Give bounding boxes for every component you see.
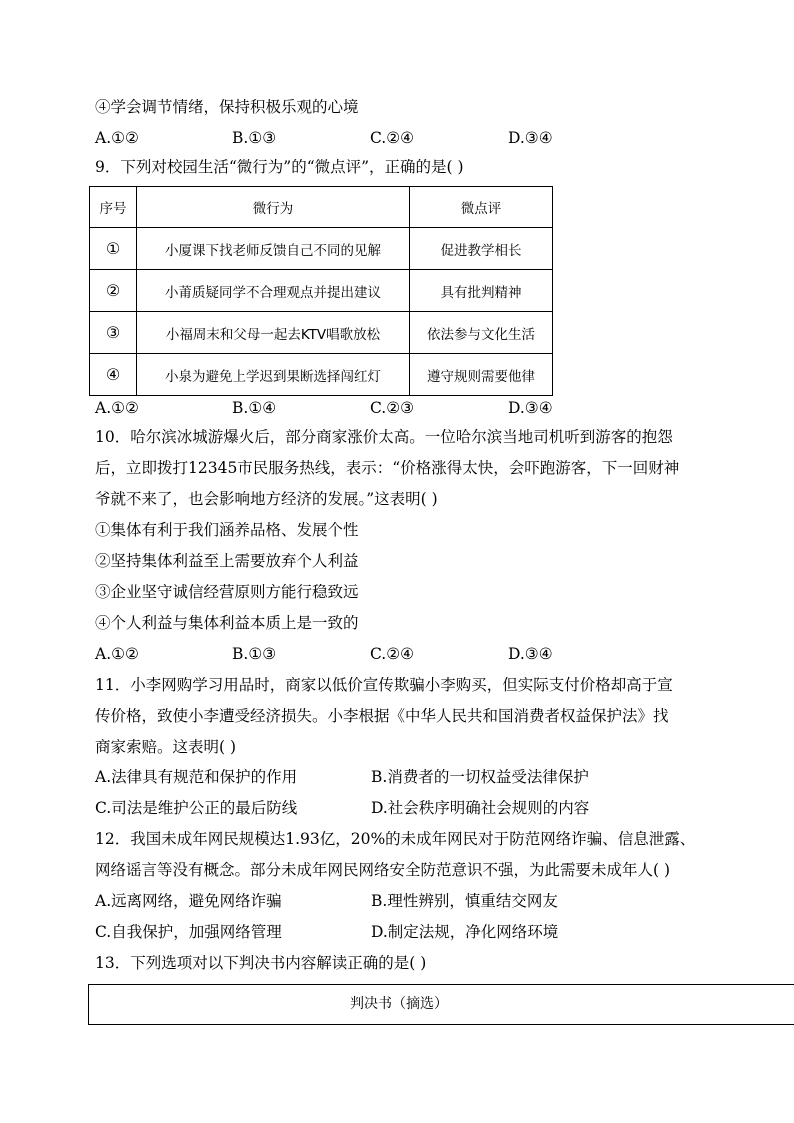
row-num: ③	[90, 312, 137, 354]
row-comment: 依法参与文化生活	[410, 312, 553, 354]
option-c: C.自我保护，加强网络管理	[95, 923, 282, 941]
options-row-q9	[95, 398, 755, 418]
option-b: B.消费者的一切权益受法律保护	[371, 768, 589, 786]
option-b: B.理性辨别，慎重结交网友	[371, 892, 558, 910]
q10-stem-line-1: 10．哈尔滨冰城游爆火后，部分商家涨价太高。一位哈尔滨当地司机听到游客的抱怨	[95, 428, 673, 446]
option-a: A.①②	[95, 645, 139, 663]
option-d: D.制定法规，净化网络环境	[371, 923, 559, 941]
option-a: A.远离网络，避免网络诈骗	[95, 892, 282, 910]
row-behavior: 小泉为避免上学迟到果断选择闯红灯	[137, 354, 410, 396]
row-num: ①	[90, 228, 137, 270]
q11-stem-line-3: 商家索赔。这表明( )	[95, 738, 237, 756]
option-c: C.②④	[370, 645, 415, 663]
options-row-q10	[95, 644, 755, 664]
options-row-q12-cd	[95, 922, 755, 942]
table-row	[90, 312, 553, 354]
option-b: B.①④	[232, 399, 277, 417]
q10-statement-4: ④个人利益与集体利益本质上是一致的	[95, 614, 359, 632]
row-num: ②	[90, 270, 137, 312]
q12-stem-line-1: 12．我国未成年网民规模达1.93亿，20%的未成年网民对于防范网络诈骗、信息泄露、	[95, 830, 696, 848]
option-b: B.①③	[232, 129, 277, 147]
micro-behavior-table	[89, 186, 553, 396]
q11-stem-line-2: 传价格，致使小李遭受经济损失。小李根据《中华人民共和国消费者权益保护法》找	[95, 707, 669, 725]
statement-4: ④学会调节情绪，保持积极乐观的心境	[95, 98, 359, 116]
table-row	[90, 270, 553, 312]
table-row	[90, 228, 553, 270]
q11-stem-line-1: 11．小李网购学习用品时，商家以低价宣传欺骗小李购买，但实际支付价格却高于宣	[95, 676, 673, 694]
table-row	[90, 354, 553, 396]
header-comment: 微点评	[410, 187, 553, 228]
row-behavior: 小莆质疑同学不合理观点并提出建议	[137, 270, 410, 312]
q12-stem-line-2: 网络谣言等没有概念。部分未成年网民网络安全防范意识不强，为此需要未成年人( )	[95, 861, 671, 879]
option-a: A.法律具有规范和保护的作用	[95, 768, 298, 786]
q10-stem-line-3: 爷就不来了，也会影响地方经济的发展。”这表明( )	[95, 490, 438, 508]
options-row-q12-ab	[95, 891, 755, 911]
option-c: C.②④	[370, 129, 415, 147]
q9-stem: 9．下列对校园生活“微行为”的“微点评”，正确的是( )	[95, 158, 464, 176]
row-num: ④	[90, 354, 137, 396]
option-d: D.③④	[508, 129, 553, 147]
q10-statement-2: ②坚持集体利益至上需要放弃个人利益	[95, 552, 359, 570]
option-c: C.②③	[370, 399, 415, 417]
options-row-q11-ab	[95, 767, 755, 787]
header-seq: 序号	[90, 187, 137, 228]
q10-statement-3: ③企业坚守诚信经营原则方能行稳致远	[95, 583, 359, 601]
options-row-q8	[95, 128, 755, 148]
row-comment: 促进教学相长	[410, 228, 553, 270]
option-c: C.司法是维护公正的最后防线	[95, 799, 298, 817]
q13-stem: 13．下列选项对以下判决书内容解读正确的是( )	[95, 954, 427, 972]
row-behavior: 小厦课下找老师反馈自己不同的见解	[137, 228, 410, 270]
option-b: B.①③	[232, 645, 277, 663]
option-a: A.①②	[95, 399, 139, 417]
q10-stem-line-2: 后，立即拨打12345市民服务热线，表示：“价格涨得太快，会吓跑游客，下一回财神	[95, 459, 680, 477]
option-d: D.③④	[508, 399, 553, 417]
option-d: D.③④	[508, 645, 553, 663]
options-row-q11-cd	[95, 798, 755, 818]
judgment-excerpt-box	[88, 984, 794, 1025]
row-comment: 遵守规则需要他律	[410, 354, 553, 396]
option-a: A.①②	[95, 129, 139, 147]
judgment-title: 判决书（摘选）	[350, 996, 448, 1012]
table-header-row	[90, 187, 553, 228]
header-behavior: 微行为	[137, 187, 410, 228]
row-comment: 具有批判精神	[410, 270, 553, 312]
row-behavior: 小福周末和父母一起去KTV唱歌放松	[137, 312, 410, 354]
q10-statement-1: ①集体有利于我们涵养品格、发展个性	[95, 521, 359, 539]
option-d: D.社会秩序明确社会规则的内容	[371, 799, 590, 817]
